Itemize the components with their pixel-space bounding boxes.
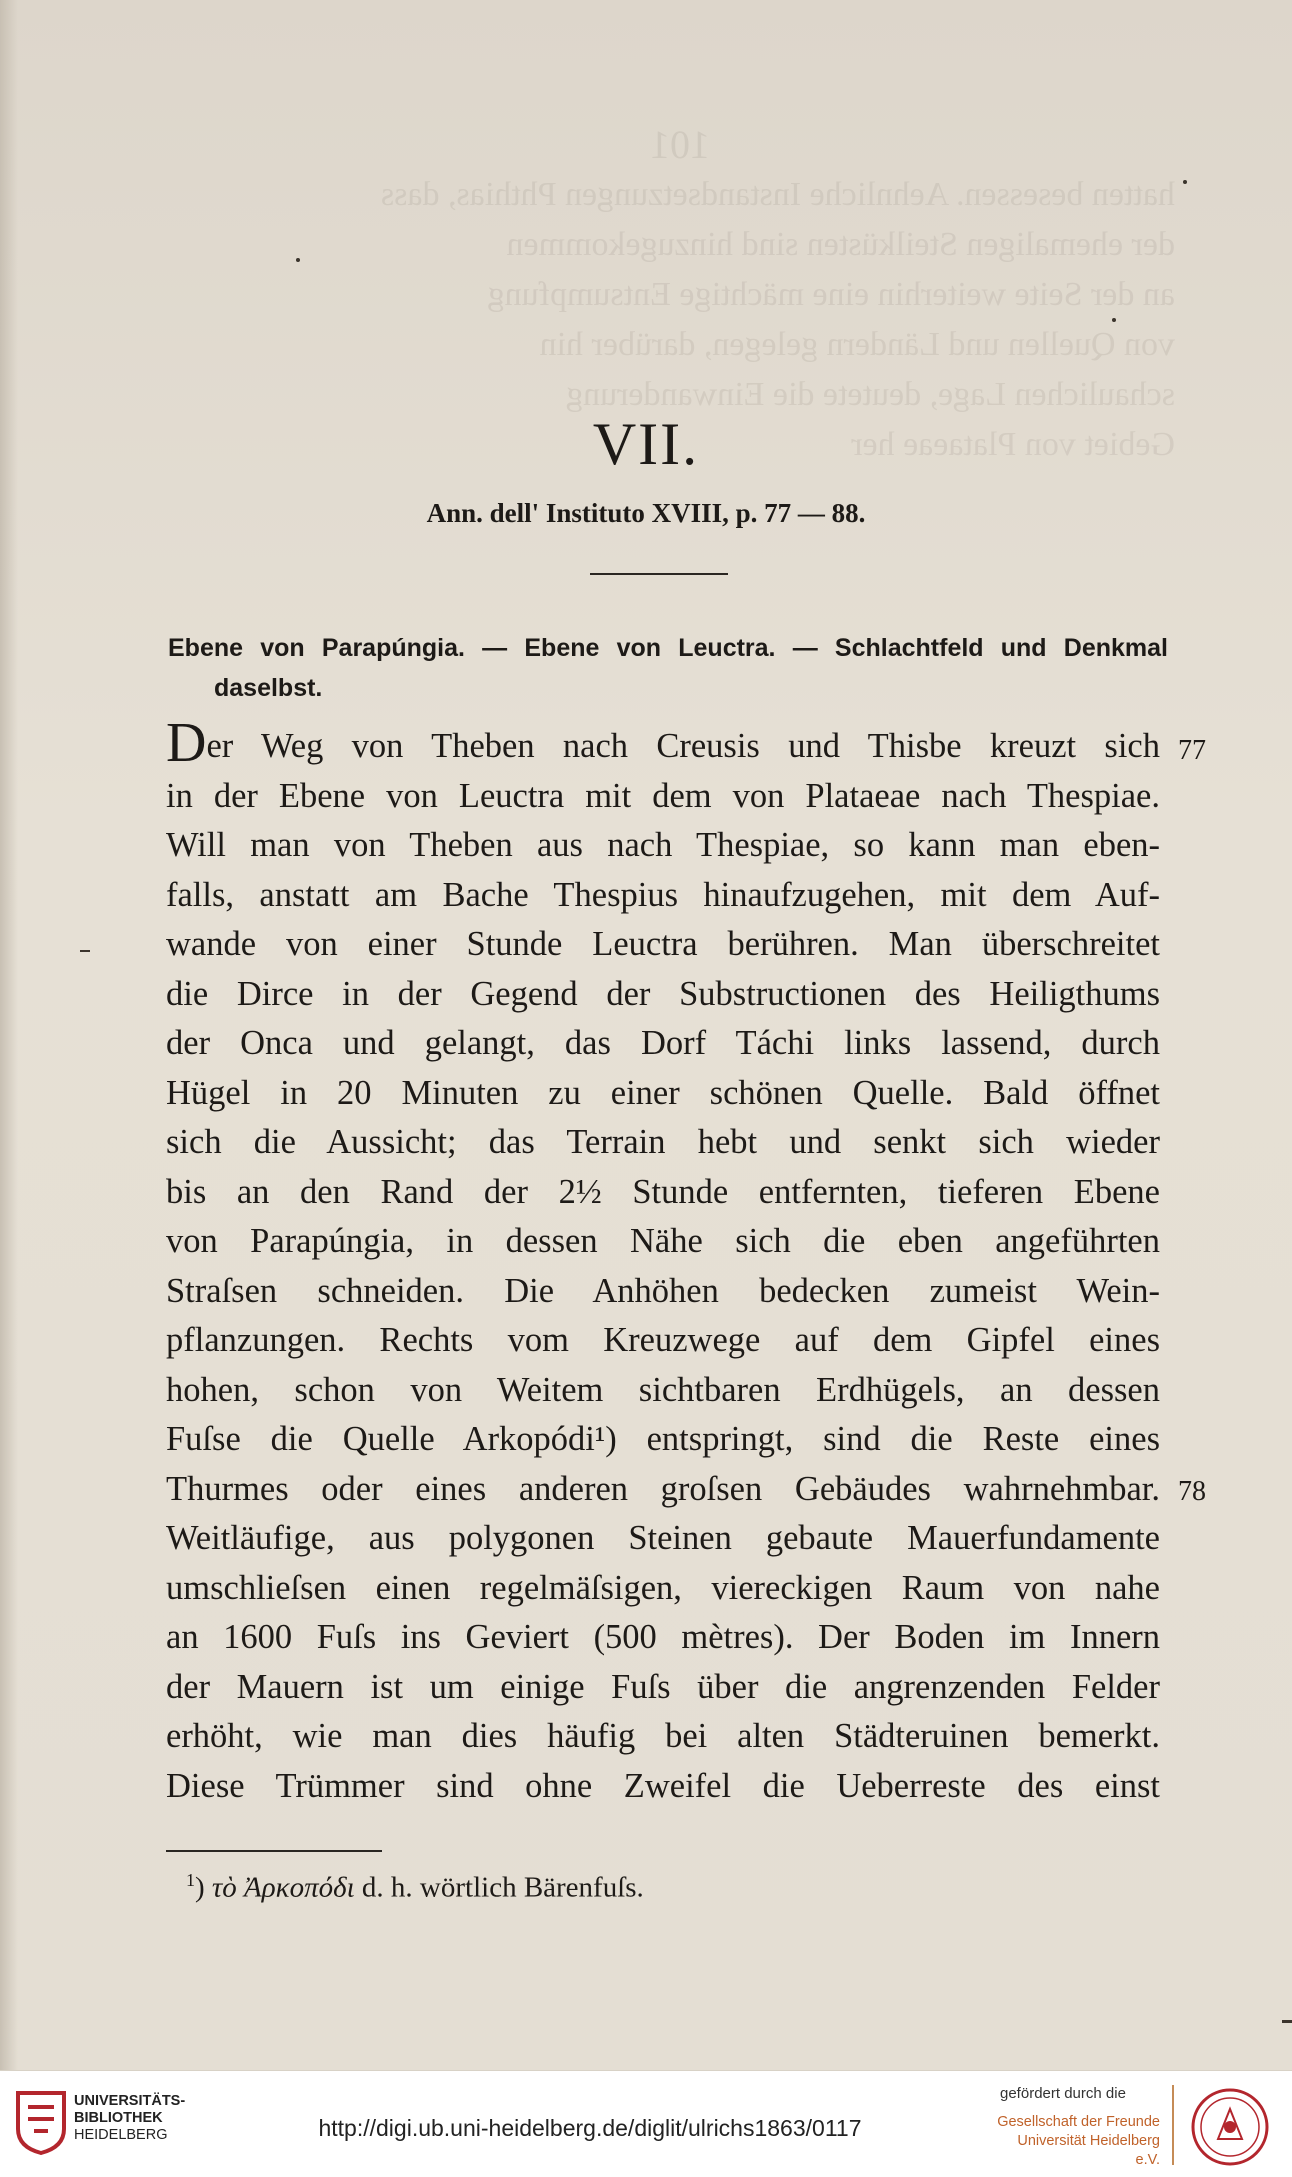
body-line-text: der Mauern ist um einige Fuſs über die angrenzenden Felder [166, 1667, 1160, 1706]
summary-line-2: daselbst. [214, 674, 323, 702]
body-line [166, 1712, 1160, 1762]
body-line-text: Straſsen schneiden. Die Anhöhen bedecken zumeist Wein- [166, 1271, 1160, 1310]
body-line [166, 821, 1160, 871]
library-name: UNIVERSITÄTS- BIBLIOTHEK HEIDELBERG [74, 2093, 186, 2143]
paper-speck [296, 258, 300, 262]
drop-cap: D [166, 712, 207, 774]
body-line [166, 1366, 1160, 1416]
body-line [166, 1663, 1160, 1713]
body-line-text: Weitläufige, aus polygonen Steinen gebaute Mauerfundamente [166, 1519, 1160, 1557]
university-seal-icon [1190, 2087, 1270, 2167]
bleed-through-line: Gebiet von Plataeae her [851, 426, 1175, 463]
body-line-text: Diese Trümmer sind ohne Zweifel die Ueberreste des einst [166, 1766, 1160, 1805]
bleed-through-line: 101 [650, 122, 710, 167]
body-line-text: er Weg von Theben nach Creusis und Thisbe kreuzt sich [206, 727, 1160, 765]
permalink-url[interactable]: http://digi.ub.uni-heidelberg.de/diglit/ulrichs1863/0117 [318, 2115, 862, 2141]
body-line [166, 1465, 1160, 1515]
body-line-text: die Dirce in der Gegend der Substructionen des Heiligthums [166, 974, 1160, 1013]
body-line [166, 1564, 1160, 1614]
chapter-number: VII. [592, 411, 700, 477]
paper-speck [1112, 318, 1116, 322]
body-line-text: Hügel in 20 Minuten zu einer schönen Quelle. Bald öffnet [166, 1073, 1160, 1112]
chapter-summary [168, 628, 1168, 708]
body-line [166, 1762, 1160, 1812]
footnote: $^1$) τὸ Ἀρκοπόδι d. h. wörtlich Bärenfuſs. [186, 1870, 644, 1904]
margin-page-number: 78 [1178, 1476, 1206, 1507]
sponsor-divider [1172, 2085, 1174, 2165]
bleed-through-line: an der Seite weiterhin eine mächtige Entsumpfung [487, 276, 1175, 313]
body-line [166, 871, 1160, 921]
body-line-text: an 1600 Fuſs ins Geviert (500 mètres). Der Boden im Innern [166, 1618, 1160, 1656]
sponsor-label: gefördert durch die [1000, 2085, 1126, 2102]
body-line [166, 1415, 1160, 1465]
body-line [166, 1267, 1160, 1317]
body-line-text: Thurmes oder eines anderen groſsen Gebäudes wahrnehmbar. [166, 1469, 1160, 1508]
body-line [166, 1613, 1160, 1663]
body-line-text: falls, anstatt am Bache Thespius hinaufzugehen, mit dem Auf- [166, 875, 1160, 914]
body-text [166, 712, 1160, 1811]
summary-line-1: Ebene von Parapúngia. — Ebene von Leuctra. — Schlachtfeld und Denkmal [168, 634, 1168, 662]
body-line [166, 1217, 1160, 1267]
body-line-text: wande von einer Stunde Leuctra berühren. Man überschreitet [166, 925, 1160, 963]
footnote-marker: 1 [186, 1870, 195, 1890]
bleed-through-line: hatten besessen. Aehnliche Instandsetzungen Phthias, dass [380, 176, 1175, 213]
heading-divider [590, 573, 728, 575]
body-line [166, 1118, 1160, 1168]
body-line [166, 1168, 1160, 1218]
body-line-text: der Onca und gelangt, das Dorf Táchi links lassend, durch [166, 1024, 1160, 1062]
body-line-text: erhöht, wie man dies häufig bei alten Städteruinen bemerkt. [166, 1717, 1160, 1755]
sponsor-name: Gesellschaft der Freunde Universität Heidelberg e.V. [997, 2114, 1160, 2168]
bleed-through-line: von Quellen und Ländern gelegen, darüber hin [539, 326, 1175, 363]
footnote-divider [166, 1850, 382, 1852]
body-line [166, 920, 1160, 970]
footnote-text: d. h. wörtlich Bärenfuſs. [361, 1871, 644, 1904]
paper-speck [1183, 180, 1187, 184]
bleed-through-line: der ehemaligen Steilküsten sind hinzugekommen [506, 226, 1175, 263]
body-line [166, 1316, 1160, 1366]
body-line [166, 1019, 1160, 1069]
body-line-text: Will man von Theben aus nach Thespiae, so kann man eben- [166, 826, 1160, 864]
footnote-greek: τὸ Ἀρκοπόδι [211, 1871, 355, 1904]
paper-speck [1282, 2020, 1292, 2023]
margin-page-number: 77 [1178, 735, 1206, 766]
body-line-text: von Parapúngia, in dessen Nähe sich die eben angeführten [166, 1222, 1160, 1260]
body-line-text: bis an den Rand der 2½ Stunde entfernten, tieferen Ebene [166, 1172, 1160, 1211]
bleed-through-line: schaulichen Lage, deutete die Einwanderung [566, 376, 1175, 413]
body-line-text: umschlieſsen einen regelmäſsigen, viereckigen Raum von nahe [166, 1568, 1160, 1607]
body-line-text: pflanzungen. Rechts vom Kreuzwege auf dem Gipfel eines [166, 1321, 1160, 1359]
body-line [166, 970, 1160, 1020]
body-line [166, 772, 1160, 822]
body-line-text: Fuſse die Quelle Arkopódi¹) entspringt, sind die Reste eines [166, 1420, 1160, 1458]
paper-speck [80, 950, 90, 952]
footer-bar [0, 2070, 1292, 2177]
body-line-text: in der Ebene von Leuctra mit dem von Plataeae nach Thespiae. [166, 776, 1160, 815]
body-line [166, 1514, 1160, 1564]
body-line [166, 1069, 1160, 1119]
source-reference: Ann. dell' Instituto XVIII, p. 77 — 88. [426, 498, 866, 528]
body-line [166, 712, 1160, 774]
body-line-text: sich die Aussicht; das Terrain hebt und senkt sich wieder [166, 1123, 1160, 1161]
body-line-text: hohen, schon von Weitem sichtbaren Erdhügels, an dessen [166, 1370, 1160, 1409]
